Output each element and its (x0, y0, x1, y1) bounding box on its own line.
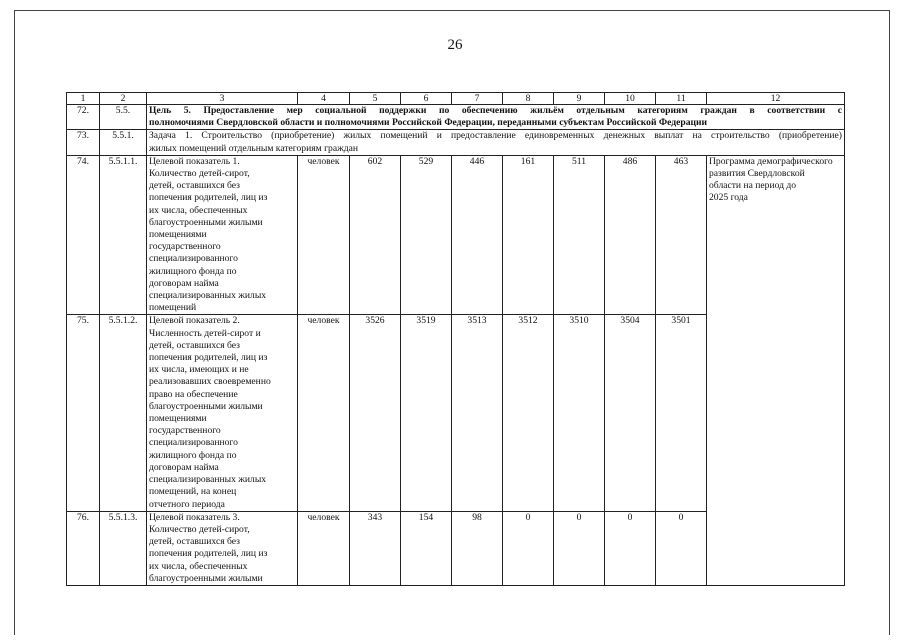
col-header: 2 (100, 93, 147, 105)
value-cell: 343 (350, 511, 401, 585)
indicator-name (147, 155, 298, 315)
page-number: 26 (447, 37, 463, 53)
row-code: 5.5. (100, 105, 147, 130)
value-cell: 161 (503, 155, 554, 315)
value-cell: 3526 (350, 315, 401, 511)
unit: человек (298, 511, 350, 585)
row-code: 5.5.1.2. (100, 315, 147, 511)
row-code: 5.5.1. (100, 130, 147, 155)
value-cell: 486 (605, 155, 656, 315)
goal-text-line: Цель 5. Предоставление мер социальной поддержки по обеспечению жильём отдельным категориям граждан в соответствии с (149, 105, 842, 116)
value-cell: 3519 (401, 315, 452, 511)
indicator-line: попечения родителей, лиц из (149, 192, 268, 204)
col-header: 4 (298, 93, 350, 105)
task-text-line: жилых помещений отдельным категориям граждан (149, 142, 358, 154)
indicator-line: попечения родителей, лиц из (149, 352, 268, 364)
row-code: 5.5.1.3. (100, 511, 147, 585)
indicator-line: благоустроенными жилыми (149, 572, 263, 584)
row-code: 5.5.1.1. (100, 155, 147, 315)
source-document (707, 155, 845, 585)
unit: человек (298, 155, 350, 315)
source-line: развития Свердловской (709, 168, 805, 180)
col-header: 9 (554, 93, 605, 105)
value-cell: 446 (452, 155, 503, 315)
indicator-line: детей, оставшихся без (149, 339, 240, 351)
col-header: 8 (503, 93, 554, 105)
value-cell: 3510 (554, 315, 605, 511)
task-text-line: Задача 1. Строительство (приобретение) жилых помещений и предоставление единовременных денежных выплат на строительство (приобретение) (149, 130, 842, 142)
col-header: 3 (147, 93, 298, 105)
goal-row (67, 105, 845, 130)
indicator-line: помещениями (149, 229, 207, 241)
indicator-line: помещений (149, 302, 197, 314)
col-header: 10 (605, 93, 656, 105)
value-cell: 0 (605, 511, 656, 585)
row-number: 73. (67, 130, 100, 155)
indicator-line: Целевой показатель 1. (149, 155, 240, 167)
indicator-line: специализированных жилых (149, 290, 267, 302)
indicator-line: реализовавших своевременно (149, 376, 271, 388)
indicator-name (147, 511, 298, 585)
indicator-line: благоустроенными жилыми (149, 400, 263, 412)
indicator-line: отчетного периода (149, 498, 225, 510)
indicator-line: договорам найма (149, 461, 219, 473)
row-number: 74. (67, 155, 100, 315)
col-header: 5 (350, 93, 401, 105)
value-cell: 511 (554, 155, 605, 315)
value-cell: 602 (350, 155, 401, 315)
indicator-line: государственного (149, 425, 221, 437)
value-cell: 3512 (503, 315, 554, 511)
goal-text-line: полномочиями Свердловской области и полномочиями Российской Федерации, переданными субъектам Российской Федерации (149, 117, 708, 129)
indicator-line: помещений, на конец (149, 486, 237, 498)
col-header: 7 (452, 93, 503, 105)
indicator-line: договорам найма (149, 277, 219, 289)
indicator-name (147, 315, 298, 511)
col-header: 6 (401, 93, 452, 105)
value-cell: 463 (656, 155, 707, 315)
source-line: области на период до (709, 180, 797, 192)
indicator-line: право на обеспечение (149, 388, 238, 400)
indicator-line: жилищного фонда по (149, 265, 237, 277)
value-cell: 529 (401, 155, 452, 315)
indicator-line: Целевой показатель 2. (149, 315, 240, 327)
col-header: 1 (67, 93, 100, 105)
row-number: 76. (67, 511, 100, 585)
indicator-line: их числа, обеспеченных (149, 204, 248, 216)
indicator-line: Количество детей-сирот, (149, 168, 250, 180)
value-cell: 154 (401, 511, 452, 585)
value-cell: 98 (452, 511, 503, 585)
source-line: 2025 года (709, 192, 748, 204)
indicator-line: специализированного (149, 253, 238, 265)
task-text (147, 130, 845, 155)
indicator-line: детей, оставшихся без (149, 180, 240, 192)
indicator-line: Количество детей-сирот, (149, 523, 250, 535)
indicators-table (66, 92, 845, 586)
indicator-line: специализированного (149, 437, 238, 449)
indicator-line: Целевой показатель 3. (149, 511, 240, 523)
row-number: 72. (67, 105, 100, 130)
indicator-line: Численность детей-сирот и (149, 327, 261, 339)
indicator-line: благоустроенными жилыми (149, 216, 263, 228)
indicator-line: жилищного фонда по (149, 449, 237, 461)
value-cell: 3504 (605, 315, 656, 511)
row-number: 75. (67, 315, 100, 511)
goal-text (147, 105, 845, 130)
indicator-line: специализированных жилых (149, 474, 267, 486)
indicator-line: попечения родителей, лиц из (149, 548, 268, 560)
indicator-line: государственного (149, 241, 221, 253)
value-cell: 3513 (452, 315, 503, 511)
col-header: 12 (707, 93, 845, 105)
source-line: Программа демографического (709, 155, 833, 167)
task-row (67, 130, 845, 155)
value-cell: 0 (656, 511, 707, 585)
table-row (67, 155, 845, 315)
column-number-row (67, 93, 845, 105)
value-cell: 3501 (656, 315, 707, 511)
unit: человек (298, 315, 350, 511)
indicator-line: их числа, имеющих и не (149, 364, 249, 376)
col-header: 11 (656, 93, 707, 105)
indicator-line: детей, оставшихся без (149, 536, 240, 548)
indicator-line: помещениями (149, 413, 207, 425)
value-cell: 0 (503, 511, 554, 585)
indicator-line: их числа, обеспеченных (149, 560, 248, 572)
value-cell: 0 (554, 511, 605, 585)
